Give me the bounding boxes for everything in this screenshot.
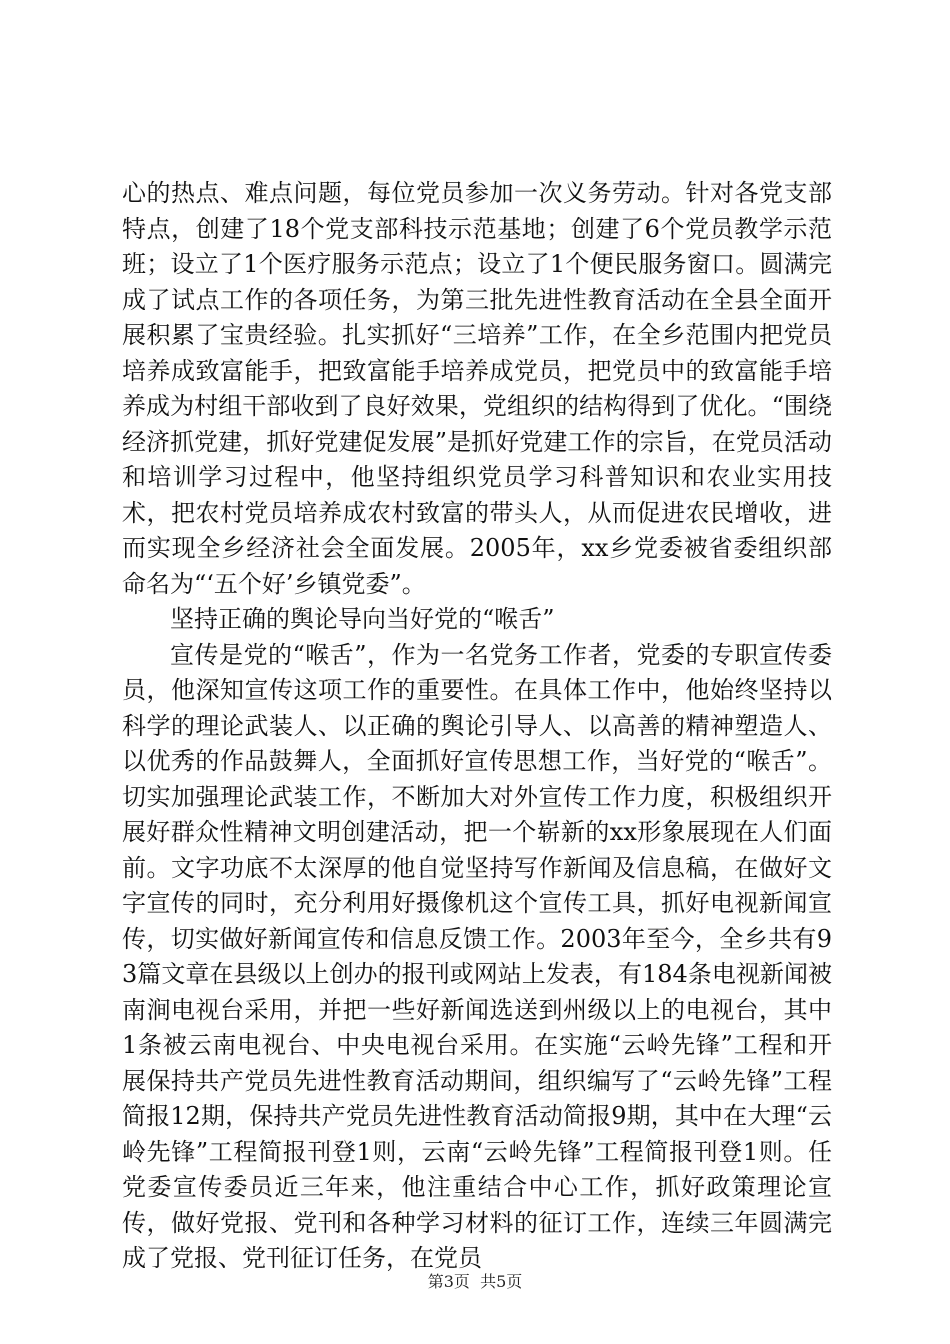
section-heading: 坚持正确的舆论导向当好党的“喉舌” (170, 605, 555, 633)
document-body (122, 176, 832, 1277)
paragraph-continuation: 心的热点、难点问题，每位党员参加一次义务劳动。针对各党支部特点，创建了18个党支部科技示范基地；创建了6个党员教学示范班；设立了1个医疗服务示范点；设立了1个便民服务窗口。圆满完成了试点工作的各项任务，为第三批先进性教育活动在全县全面开展积累了宝贵经验。扎实抓好“三培养”工作，在全乡范围内把党员培养成致富能手，把致富能手培养成党员，把党员中的致富能手培养成为村组干部收到了良好效果，党组织的结构得到了优化。“围绕经济抓党建，抓好党建促发展”是抓好党建工作的宗旨，在党员活动和培训学习过程中，他坚持组织党员学习科普知识和农业实用技术，把农村党员培养成农村致富的带头人，从而促进农民增收，进而实现全乡经济社会全面发展。2005年，xx乡党委被省委组织部命名为“‘五个好’乡镇党委”。 (122, 179, 832, 598)
paragraph-publicity: 宣传是党的“喉舌”，作为一名党务工作者，党委的专职宣传委员，他深知宣传这项工作的重要性。在具体工作中，他始终坚持以科学的理论武装人、以正确的舆论引导人、以高善的精神塑造人、以优秀的作品鼓舞人，全面抓好宣传思想工作，当好党的“喉舌”。切实加强理论武装工作，不断加大对外宣传工作力度，积极组织开展好群众性精神文明创建活动，把一个崭新的xx形象展现在人们面前。文字功底不太深厚的他自觉坚持写作新闻及信息稿，在做好文字宣传的同时，充分利用好摄像机这个宣传工具，抓好电视新闻宣传，切实做好新闻宣传和信息反馈工作。2003年至今，全乡共有93篇文章在县级以上创办的报刊或网站上发表，有184条电视新闻被南涧电视台采用，并把一些好新闻选送到州级以上的电视台，其中1条被云南电视台、中央电视台采用。在实施“云岭先锋”工程和开展保持共产党员先进性教育活动期间，组织编写了“云岭先锋”工程简报12期，保持共产党员先进性教育活动简报9期，其中在大理“云岭先锋”工程简报刊登1则，云南“云岭先锋”工程简报刊登1则。任党委宣传委员近三年来，他注重结合中心工作，抓好政策理论宣传，做好党报、党刊和各种学习材料的征订工作，连续三年圆满完成了党报、党刊征订任务，在党员 (122, 640, 832, 1272)
page-footer (0, 1272, 950, 1292)
page-number-label: 第3页 共5页 (427, 1272, 523, 1291)
